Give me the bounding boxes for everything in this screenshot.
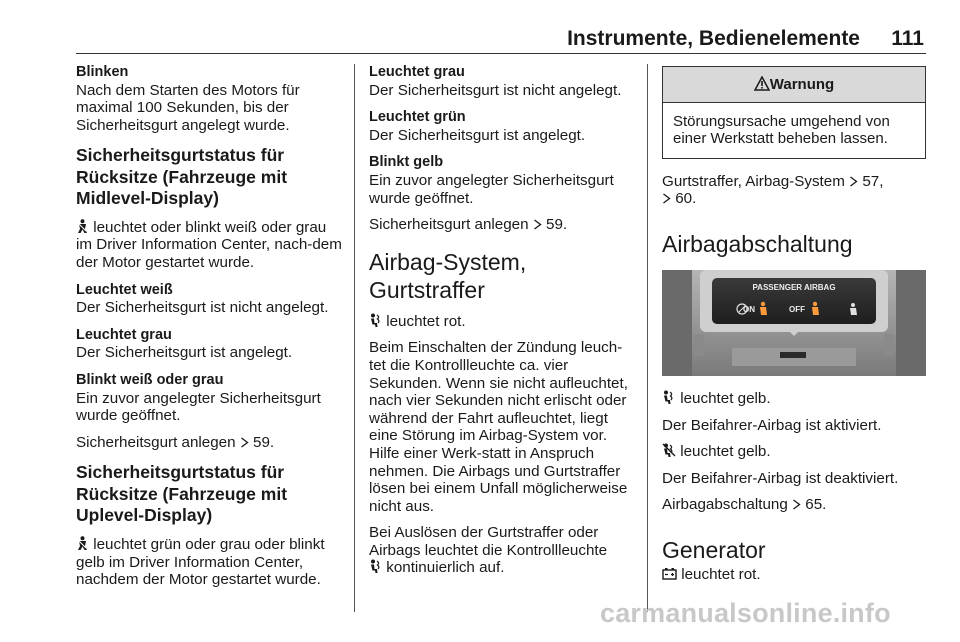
header-rule	[76, 53, 926, 54]
warning-triangle-icon	[754, 76, 770, 91]
ref-page: 65.	[801, 496, 827, 514]
airbag-on-icon	[662, 390, 676, 405]
airbag-paragraph-1: Beim Einschalten der Zündung leuch-tet die Kontrollleuchte ca. vier Sekunden. Wenn sie nicht aufleuchtet, nach vier Sekunden nicht erlischt oder während der Fahrt aufleuchtet, liegt eine Störung im Airbag-System vor. Hilfe einer Werk-statt in Anspruch nehmen. Die Airbags und Gurtstraffer lösen bei einem Unfall möglicherweise nicht aus.	[369, 339, 628, 515]
blinken-text: Nach dem Starten des Motors für maximal 100 Sekunden, bis der Sicherheitsgurt angelegt wurde.	[76, 81, 300, 134]
photo-panel-label: PASSENGER AIRBAG	[752, 282, 836, 292]
airbag-lit-text	[369, 313, 637, 331]
airbag-paragraph-2-body: Bei Auslösen der Gurtstraffer oder Airbags leuchtet die Kontrollleuchte	[369, 524, 608, 559]
gelb-label: Blinkt gelb	[369, 154, 444, 171]
airbag-paragraph-2-end: kontinuierlich auf.	[382, 559, 505, 577]
heading-uplevel: Sicherheitsgurtstatus für Rücksitze (Fahrzeuge mit Uplevel-Display)	[76, 462, 288, 526]
airbag-on-lit-body: leuchtet gelb.	[676, 389, 771, 407]
airbag-off-lit-body: leuchtet gelb.	[676, 443, 771, 461]
photo-off-label: OFF	[789, 304, 805, 314]
uplevel-text	[76, 536, 344, 589]
warning-text: Störungsursache umgehend von einer Werkstatt beheben lassen.	[673, 112, 890, 148]
battery-icon	[662, 567, 677, 580]
column-3	[662, 64, 926, 584]
grau-text: Der Sicherheitsgurt ist angelegt.	[76, 344, 293, 362]
page-ref-arrow-icon	[792, 499, 801, 510]
midlevel-text	[76, 219, 344, 272]
heading-generator: Generator	[662, 536, 766, 563]
ref-text: Airbagabschaltung	[662, 496, 793, 514]
warning-box	[662, 66, 926, 159]
airbagabschaltung-ref[interactable]	[662, 496, 926, 514]
generator-lit-text	[662, 566, 926, 584]
column-divider-2	[647, 64, 648, 612]
gruen-label: Leuchtet grün	[369, 109, 466, 126]
midlevel-text-body: leuchtet oder blinkt weiß oder grau im Driver Information Center, nach-dem der Motor gestartet wurde.	[76, 218, 342, 272]
rear-seatbelt-icon	[76, 219, 89, 234]
weiss-text: Der Sicherheitsgurt ist nicht angelegt.	[76, 299, 329, 317]
heading-midlevel: Sicherheitsgurtstatus für Rücksitze (Fahrzeuge mit Midlevel-Display)	[76, 145, 288, 209]
page-ref-arrow-icon	[662, 193, 671, 204]
blinkt-text: Ein zuvor angelegter Sicherheitsgurt wurde geöffnet.	[76, 389, 321, 425]
column-divider-1	[354, 64, 355, 612]
ref-page: 57,	[858, 172, 884, 190]
chapter-title: Instrumente, Bedienelemente	[567, 27, 860, 50]
airbag-warning-icon	[369, 559, 382, 574]
gruen-text: Der Sicherheitsgurt ist angelegt.	[369, 126, 586, 144]
page-number: 111	[891, 27, 924, 50]
airbag-on-text: Der Beifahrer-Airbag ist aktiviert.	[662, 416, 882, 434]
ref-text: Gurtstraffer, Airbag-System	[662, 172, 850, 190]
blinkt-label: Blinkt weiß oder grau	[76, 372, 224, 389]
airbag-off-lit-text	[662, 443, 926, 461]
watermark: carmanualsonline.info	[600, 598, 891, 628]
airbag-off-icon	[662, 443, 676, 458]
grau-label: Leuchtet grau	[76, 326, 172, 343]
page-header	[0, 0, 960, 52]
grau-text-2: Der Sicherheitsgurt ist nicht angelegt.	[369, 81, 622, 99]
photo-on-label: ON	[743, 304, 755, 314]
gelb-text: Ein zuvor angelegter Sicherheitsgurt wurde geöffnet.	[369, 171, 614, 207]
grau-label-2: Leuchtet grau	[369, 64, 465, 80]
heading-airbagabschaltung: Airbagabschaltung	[662, 230, 853, 257]
generator-lit-body: leuchtet rot.	[677, 565, 761, 583]
rear-seatbelt-icon	[76, 536, 89, 551]
blinken-label: Blinken	[76, 64, 129, 80]
ref-page: 60.	[671, 190, 697, 208]
airbag-lit-body: leuchtet rot.	[382, 312, 466, 330]
page-ref-arrow-icon	[849, 176, 858, 187]
column-1	[76, 64, 344, 589]
seatbelt-ref-2[interactable]	[369, 216, 637, 234]
ref-page: 59.	[541, 216, 568, 234]
airbag-off-text: Der Beifahrer-Airbag ist deaktiviert.	[662, 469, 899, 487]
warning-title: Warnung	[769, 76, 835, 93]
column-2	[369, 64, 637, 577]
warning-header	[663, 67, 925, 103]
ref-text: Sicherheitsgurt anlegen	[76, 433, 240, 451]
ref-text: Sicherheitsgurt anlegen	[369, 216, 533, 234]
gurtstraffer-ref[interactable]	[662, 173, 926, 208]
page-ref-arrow-icon	[533, 219, 542, 230]
airbag-panel-illustration	[662, 270, 926, 376]
airbag-paragraph-2	[369, 524, 637, 577]
ref-page: 59.	[248, 433, 275, 451]
airbag-panel-photo	[662, 270, 926, 376]
seatbelt-ref-1[interactable]	[76, 434, 344, 452]
airbag-warning-icon	[369, 313, 382, 328]
airbag-on-lit-text	[662, 390, 926, 408]
heading-airbag-system: Airbag-System, Gurtstraffer	[369, 248, 527, 303]
weiss-label: Leuchtet weiß	[76, 281, 173, 298]
page-ref-arrow-icon	[240, 437, 249, 448]
uplevel-text-body: leuchtet grün oder grau oder blinkt gelb im Driver Information Center, nachdem der Motor gestartet wurde.	[76, 535, 325, 589]
